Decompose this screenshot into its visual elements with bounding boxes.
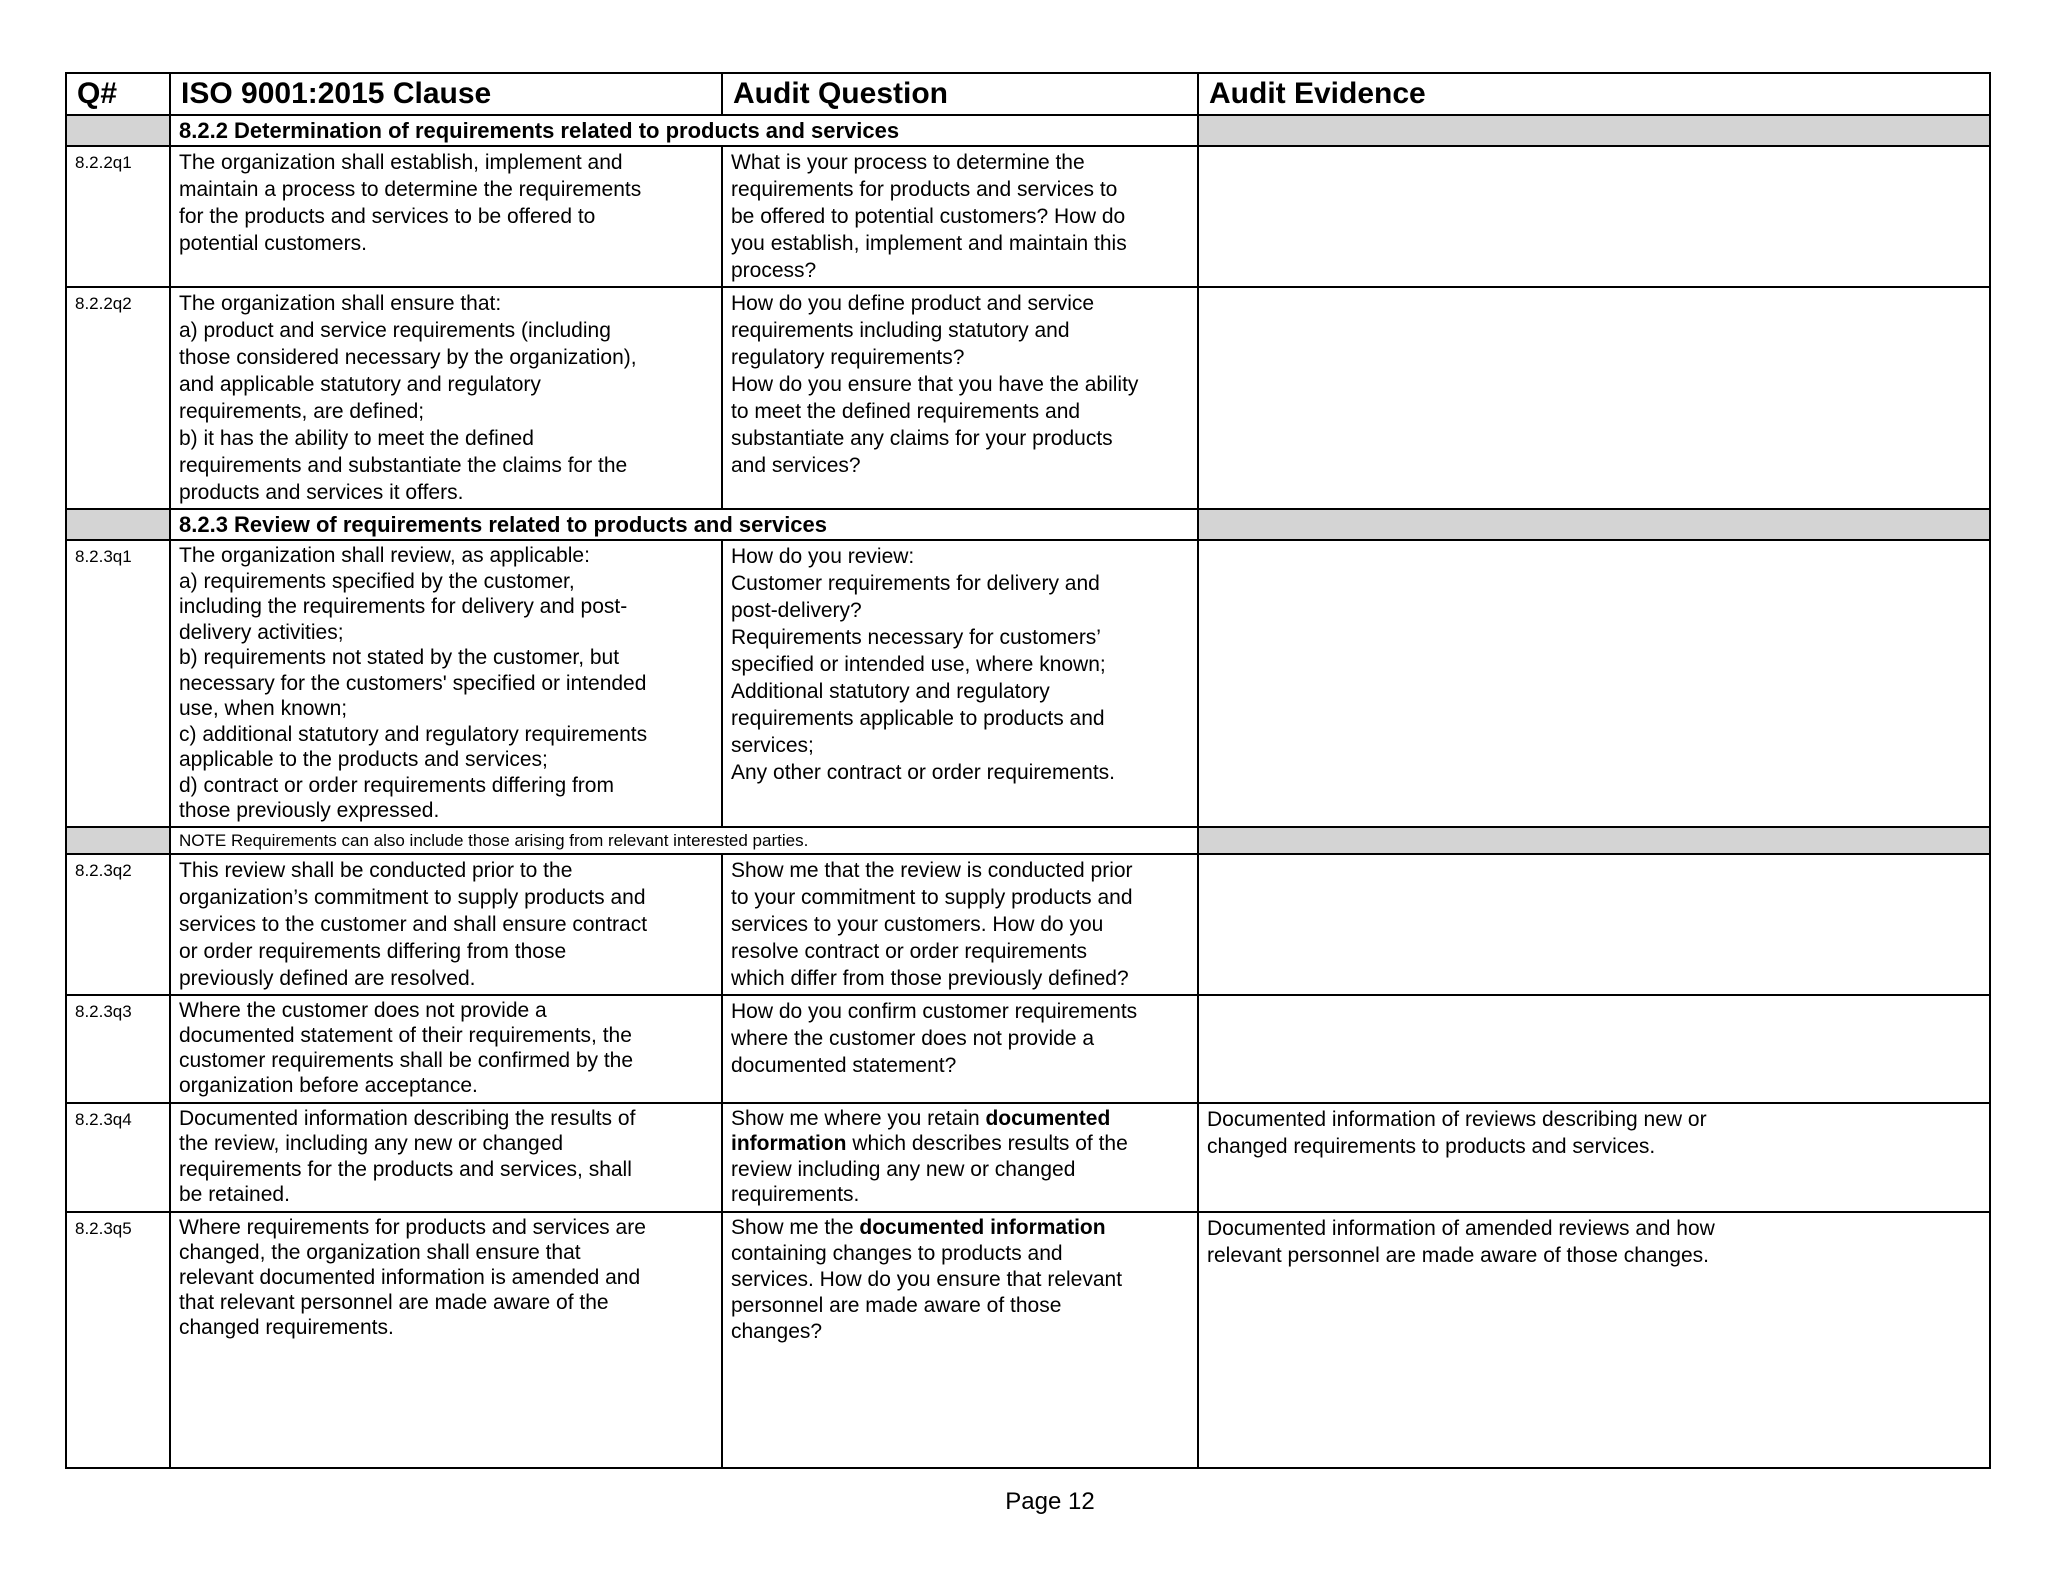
question-line (731, 1106, 1189, 1132)
clause-line: requirements for the products and services, shall (179, 1157, 632, 1181)
question-line: to your commitment to supply products and (731, 885, 1133, 909)
question-line: services; (731, 734, 814, 757)
section-row (66, 115, 1990, 146)
clause-line: services to the customer and shall ensure contract (179, 912, 648, 936)
clause-text (170, 1103, 722, 1212)
clause-line: The organization shall establish, implement and (179, 151, 623, 174)
clause-text (170, 1212, 722, 1468)
evidence-line: Documented information of reviews describing new or (1207, 1107, 1707, 1131)
question-text (722, 1212, 1198, 1468)
header-evidence: Audit Evidence (1198, 73, 1990, 115)
evidence-cell[interactable] (1198, 995, 1990, 1103)
question-number: 8.2.2q2 (66, 287, 170, 509)
clause-text (170, 287, 722, 509)
clause-text (170, 146, 722, 287)
clause-line: c) additional statutory and regulatory requirements (179, 722, 648, 746)
question-number: 8.2.3q4 (66, 1103, 170, 1212)
clause-line: Where the customer does not provide a (179, 998, 547, 1022)
question-line-text: Show me the (731, 1215, 860, 1239)
section-evidence-cell (1198, 115, 1990, 146)
table-row (66, 146, 1990, 287)
clause-line: use, when known; (179, 697, 348, 720)
clause-line: previously defined are resolved. (179, 966, 476, 990)
section-title: 8.2.3 Review of requirements related to products and services (170, 509, 1198, 540)
question-line-text: Show me where you retain (731, 1106, 986, 1130)
clause-line: and applicable statutory and regulatory (179, 373, 541, 396)
clause-line: organization before acceptance. (179, 1073, 478, 1097)
note-row (66, 827, 1990, 854)
question-line: How do you ensure that you have the ability (731, 373, 1139, 396)
clause-line: relevant documented information is amended and (179, 1265, 641, 1289)
evidence-cell[interactable] (1198, 146, 1990, 287)
section-row (66, 509, 1990, 540)
clause-line: maintain a process to determine the requirements (179, 178, 642, 201)
clause-line: requirements, are defined; (179, 400, 425, 423)
question-line (731, 1215, 1189, 1241)
question-line: where the customer does not provide a (731, 1026, 1095, 1050)
question-line: be offered to potential customers? How do (731, 205, 1126, 228)
question-number: 8.2.3q5 (66, 1212, 170, 1468)
question-line: requirements. (731, 1183, 860, 1206)
question-line (731, 1131, 1189, 1157)
table-row (66, 1212, 1990, 1468)
question-line: requirements applicable to products and (731, 707, 1105, 730)
clause-text (170, 540, 722, 827)
section-qnum-cell (66, 115, 170, 146)
question-line: regulatory requirements? (731, 346, 965, 369)
clause-line: delivery activities; (179, 620, 344, 644)
question-line: to meet the defined requirements and (731, 400, 1081, 423)
question-line: What is your process to determine the (731, 151, 1085, 174)
question-line: How do you review: (731, 545, 915, 568)
clause-line: applicable to the products and services; (179, 748, 548, 771)
question-line: and services? (731, 454, 861, 477)
question-line: Customer requirements for delivery and (731, 572, 1100, 595)
header-clause: ISO 9001:2015 Clause (170, 73, 722, 115)
note-text: NOTE Requirements can also include those arising from relevant interested parties. (170, 827, 1198, 854)
question-line: which differ from those previously defined? (731, 966, 1129, 990)
table-row (66, 540, 1990, 827)
question-text (722, 146, 1198, 287)
question-line: post-delivery? (731, 599, 862, 622)
clause-line: organization’s commitment to supply products and (179, 885, 646, 909)
question-bold-text: documented (985, 1106, 1111, 1130)
question-bold-text: documented information (859, 1215, 1106, 1239)
section-title: 8.2.2 Determination of requirements related to products and services (170, 115, 1198, 146)
evidence-cell[interactable] (1198, 287, 1990, 509)
question-line: requirements including statutory and (731, 319, 1070, 342)
clause-line: The organization shall review, as applicable: (179, 544, 590, 567)
question-line: services to your customers. How do you (731, 912, 1104, 936)
question-number: 8.2.3q3 (66, 995, 170, 1103)
evidence-cell[interactable] (1198, 854, 1990, 995)
clause-line: requirements and substantiate the claims for the (179, 454, 628, 477)
clause-line: necessary for the customers' specified or intended (179, 671, 647, 695)
evidence-line: changed requirements to products and services. (1207, 1134, 1656, 1158)
clause-line: This review shall be conducted prior to the (179, 858, 573, 882)
clause-line: the review, including any new or changed (179, 1132, 564, 1155)
clause-line: Where requirements for products and services are (179, 1215, 646, 1239)
question-line: Show me that the review is conducted prior (731, 858, 1133, 882)
evidence-cell[interactable] (1198, 1103, 1990, 1212)
note-qnum-cell (66, 827, 170, 854)
clause-line: potential customers. (179, 232, 367, 255)
question-line: How do you define product and service (731, 292, 1095, 315)
question-text (722, 854, 1198, 995)
clause-line: customer requirements shall be confirmed by the (179, 1048, 634, 1072)
question-line: changes? (731, 1319, 823, 1343)
clause-line: a) requirements specified by the customer, (179, 569, 575, 593)
header-qnum: Q# (66, 73, 170, 115)
evidence-line: Documented information of amended reviews and how (1207, 1216, 1715, 1240)
question-line-text: which describes results of the (846, 1132, 1128, 1155)
question-text (722, 995, 1198, 1103)
question-line: review including any new or changed (731, 1157, 1076, 1181)
question-line: you establish, implement and maintain this (731, 232, 1127, 255)
question-line: resolve contract or order requirements (731, 939, 1087, 963)
note-evidence-cell (1198, 827, 1990, 854)
clause-line: those considered necessary by the organization), (179, 346, 637, 369)
clause-line: that relevant personnel are made aware of the (179, 1290, 609, 1314)
clause-line: changed requirements. (179, 1315, 394, 1339)
clause-line: those previously expressed. (179, 799, 440, 822)
header-question: Audit Question (722, 73, 1198, 115)
clause-line: b) requirements not stated by the customer, but (179, 646, 620, 669)
audit-table (65, 72, 1991, 1469)
clause-line: for the products and services to be offered to (179, 205, 596, 228)
evidence-cell[interactable] (1198, 1212, 1990, 1468)
table-row (66, 287, 1990, 509)
question-line: specified or intended use, where known; (731, 653, 1106, 676)
question-line: Any other contract or order requirements. (731, 761, 1116, 784)
question-text (722, 1103, 1198, 1212)
question-number: 8.2.3q1 (66, 540, 170, 827)
clause-line: Documented information describing the results of (179, 1106, 636, 1130)
question-line: Requirements necessary for customers’ (731, 626, 1101, 649)
question-text (722, 540, 1198, 827)
clause-line: be retained. (179, 1183, 290, 1206)
question-line: substantiate any claims for your products (731, 427, 1113, 450)
clause-line: d) contract or order requirements differing from (179, 773, 614, 797)
table-row (66, 995, 1990, 1103)
page-number: Page 12 (1005, 1488, 1095, 1515)
clause-line: including the requirements for delivery and post- (179, 595, 628, 618)
header-row (66, 73, 1990, 115)
clause-line: a) product and service requirements (including (179, 319, 611, 342)
question-line: services. How do you ensure that relevant (731, 1267, 1123, 1291)
table-row (66, 854, 1990, 995)
question-bold-text: information (731, 1132, 847, 1155)
question-line: requirements for products and services to (731, 178, 1118, 201)
question-text (722, 287, 1198, 509)
question-number: 8.2.2q1 (66, 146, 170, 287)
question-line: containing changes to products and (731, 1241, 1063, 1265)
clause-line: products and services it offers. (179, 481, 464, 504)
evidence-line: relevant personnel are made aware of those changes. (1207, 1243, 1709, 1267)
question-line: process? (731, 259, 817, 282)
clause-line: or order requirements differing from those (179, 939, 567, 963)
table-row (66, 1103, 1990, 1212)
question-line: documented statement? (731, 1053, 957, 1077)
clause-line: b) it has the ability to meet the defined (179, 427, 534, 450)
question-number: 8.2.3q2 (66, 854, 170, 995)
question-line: Additional statutory and regulatory (731, 680, 1050, 703)
clause-text (170, 854, 722, 995)
clause-line: changed, the organization shall ensure that (179, 1240, 581, 1264)
clause-line: documented statement of their requirements, the (179, 1023, 632, 1047)
evidence-cell[interactable] (1198, 540, 1990, 827)
question-line: personnel are made aware of those (731, 1293, 1062, 1317)
clause-text (170, 995, 722, 1103)
question-line: How do you confirm customer requirements (731, 999, 1138, 1023)
section-qnum-cell (66, 509, 170, 540)
section-evidence-cell (1198, 509, 1990, 540)
clause-line: The organization shall ensure that: (179, 292, 502, 315)
